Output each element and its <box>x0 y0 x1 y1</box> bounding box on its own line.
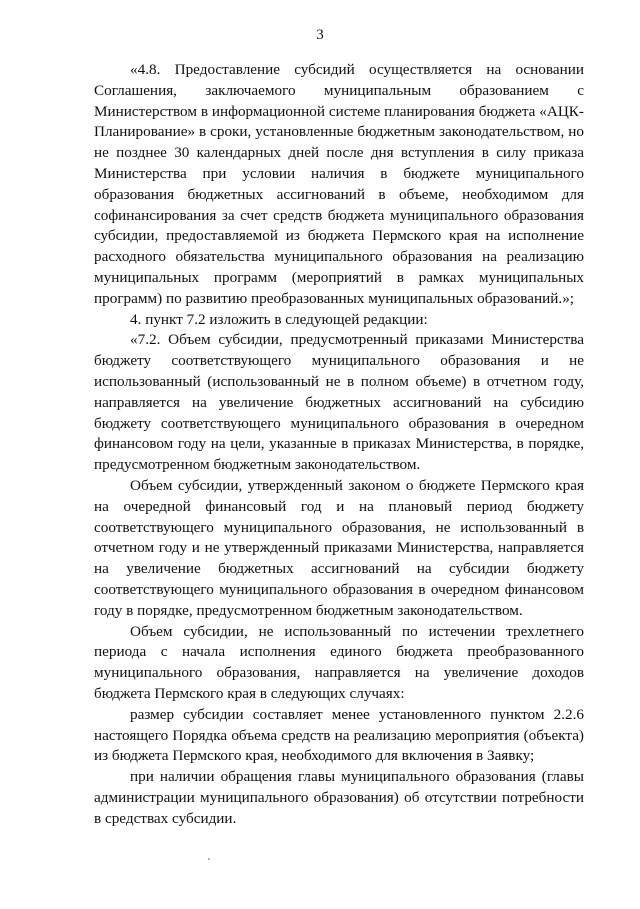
page-number: 3 <box>316 27 324 43</box>
paragraph-7-2: «7.2. Объем субсидии, предусмотренный приказами Министерства бюджету соответствующего муниципального образования и не использованный (использованный не в полном объеме) в отчетном году, направляется на увеличение бюджетных ассигнований на субсидию бюджету соответствующего муниципального образования в очередном финансовом году на цели, указанные в приказах Министерства, в порядке, предусмотренном бюджетным законодательством. <box>94 331 584 474</box>
paragraph-4-8: «4.8. Предоставление субсидий осуществляется на основании Соглашения, заключаемого муниципальным образованием с Министерством в информационной системе планирования бюджета «АЦК-Планирование» в сроки, установленные бюджетным законодательством, но не позднее 30 календарных дней после дня вступления в силу приказа Министерства при условии наличия в бюджете муниципального образования бюджетных ассигнований в объеме, необходимом для софинансирования за счет средств бюджета муниципального образования субсидии, предоставляемой из бюджета Пермского края на исполнение расходного обязательства муниципального образования на реализацию муниципальных программ (мероприятий в рамках муниципальных программ) по развитию преобразованных муниципальных образований.»; <box>94 61 584 307</box>
paragraph-budget-law-subsidy: Объем субсидии, утвержденный законом о бюджете Пермского края на очередной финансовый год и на плановый период бюджету соответствующего муниципального образования, не использованный в отчетном году и не утвержденный приказами Министерства, направляется на увеличение бюджетных ассигнований на субсидии бюджету соответствующего муниципального образования в очередном финансовом году в порядке, предусмотренном бюджетным законодательством. <box>94 476 584 619</box>
paragraph-three-year-period: Объем субсидии, не использованный по истечении трехлетнего периода с начала исполнения единого бюджета преобразованного муниципального образования, направляется на увеличение доходов бюджета Пермского края в следующих случаях: <box>94 622 584 702</box>
document-body <box>94 60 584 829</box>
paragraph-case-head-appeal: при наличии обращения главы муниципального образования (главы администрации муниципального образования) об отсутствии потребности в средствах субсидии. <box>94 768 584 827</box>
paragraph-case-subsidy-size: размер субсидии составляет менее установленного пунктом 2.2.6 настоящего Порядка объема средств на реализацию мероприятия (объекта) из бюджета Пермского края, необходимого для включения в Заявку; <box>94 705 584 765</box>
paragraph-item-4: 4. пункт 7.2 изложить в следующей редакции: <box>130 310 428 328</box>
scan-artifact-dot <box>208 858 210 860</box>
